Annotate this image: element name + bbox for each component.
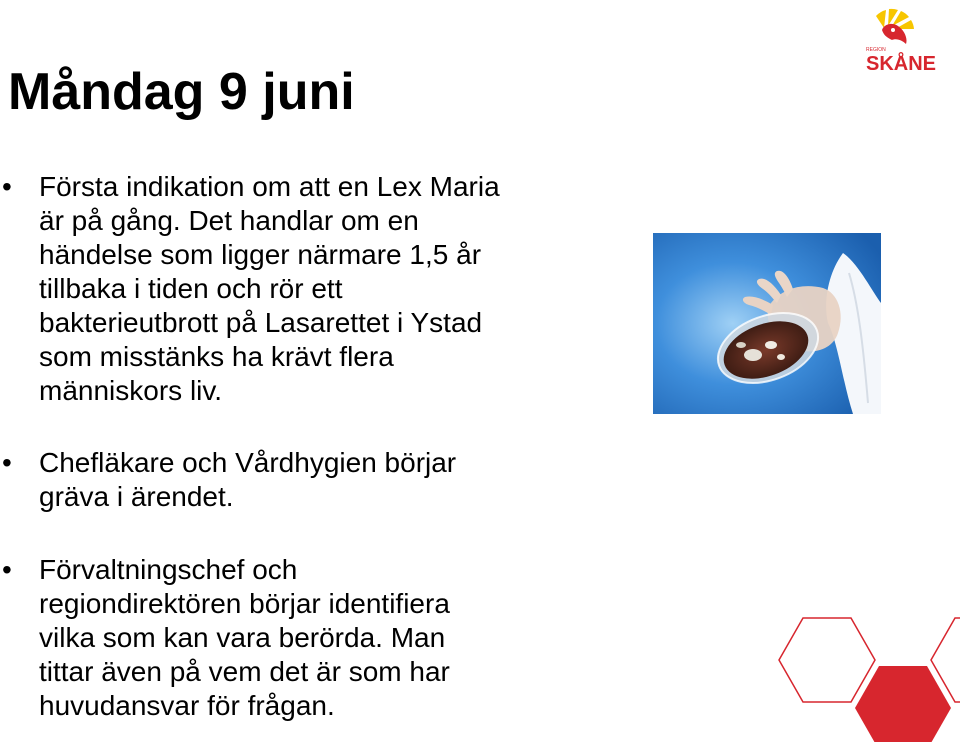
region-skane-logo [862,4,944,74]
bullet-line: tittar även på vem det är som har [39,656,450,687]
bullet-line: Förvaltningschef och [39,554,298,585]
bullet-text [39,553,609,723]
hexagon-decoration [775,616,960,742]
bullet-text [39,446,609,514]
logo-graphic [862,4,944,74]
bullet-line: människors liv. [39,375,223,406]
bullet-line: tillbaka i tiden och rör ett [39,273,343,304]
bullet-line: gräva i ärendet. [39,481,234,512]
bullet-line: Chefläkare och Vårdhygien börjar [39,447,457,478]
bullet-marker: • [2,554,12,585]
bullet-line: vilka som kan vara berörda. Man [39,622,446,653]
bullet-line: är på gång. Det handlar om en [39,205,419,236]
bullet-line: huvudansvar för frågan. [39,690,335,721]
petri-dish-photo [653,233,881,414]
hexagon-graphic [775,616,960,742]
bullet-text [39,170,609,408]
logo-name: SKÅNE [866,53,937,74]
bullet-line: som misstänks ha krävt flera [39,341,394,372]
bullet-line: regiondirektören börjar identifiera [39,588,450,619]
petri-dish-image [653,233,881,414]
bullet-line: händelse som ligger närmare 1,5 år [39,239,482,270]
bullet-marker: • [2,447,12,478]
bullet-marker: • [2,171,12,202]
bullet-line: Första indikation om att en Lex Maria [39,171,500,202]
logo-small-text: REGION [866,47,886,53]
bullet-line: bakterieutbrott på Lasarettet i Ystad [39,307,483,338]
slide-title: Måndag 9 juni [8,63,355,121]
